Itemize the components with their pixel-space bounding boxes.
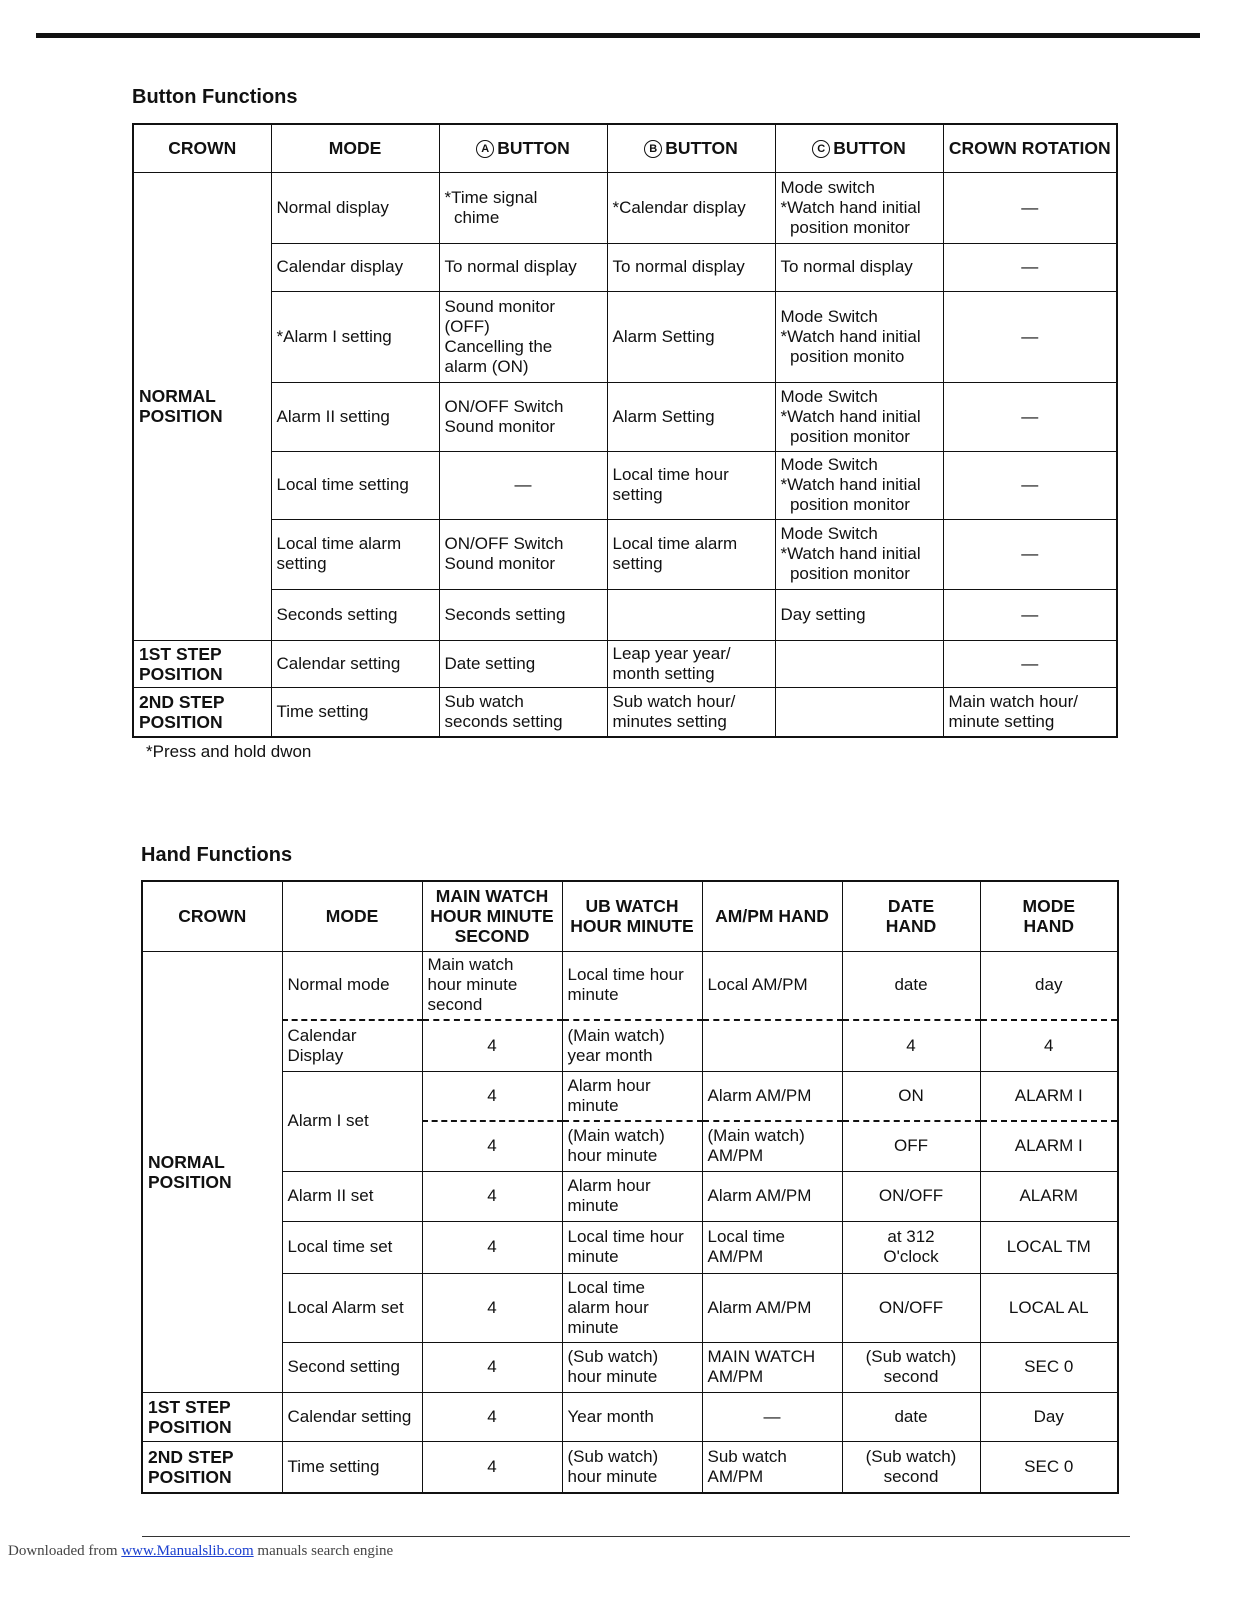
cell-a: — [439, 451, 607, 519]
cell-ampm: (Main watch) AM/PM [702, 1121, 842, 1171]
manualslib-link[interactable]: www.Manualslib.com [121, 1543, 254, 1559]
cell-main: 4 [422, 1441, 562, 1493]
header-crown: CROWN [133, 124, 271, 172]
cell-rotation: — [943, 589, 1117, 640]
cell-ampm: Alarm AM/PM [702, 1273, 842, 1342]
position-2nd-step: 2ND STEP POSITION [142, 1441, 282, 1493]
cell-main: 4 [422, 1273, 562, 1342]
cell-date: (Sub watch) second [842, 1342, 980, 1392]
header-date-hand: DATE HAND [842, 881, 980, 951]
cell-c: To normal display [775, 243, 943, 291]
cell-mode-hand: ALARM I [980, 1121, 1118, 1171]
position-1st-step: 1ST STEP POSITION [133, 640, 271, 687]
header-c-button [775, 124, 943, 172]
cell-mode: Second setting [282, 1342, 422, 1392]
cell-date: date [842, 951, 980, 1020]
header-c-label: BUTTON [833, 138, 906, 159]
cell-ampm: Sub watch AM/PM [702, 1441, 842, 1493]
cell-main: 4 [422, 1221, 562, 1273]
cell-mode: Seconds setting [271, 589, 439, 640]
table-row [142, 1392, 1118, 1441]
cell-b: *Calendar display [607, 172, 775, 243]
header-ampm-hand: AM/PM HAND [702, 881, 842, 951]
cell-mode: Calendar setting [282, 1392, 422, 1441]
cell-c: Day setting [775, 589, 943, 640]
cell-a: Sub watch seconds setting [439, 687, 607, 737]
cell-date: (Sub watch) second [842, 1441, 980, 1493]
cell-ampm: Alarm AM/PM [702, 1171, 842, 1221]
cell-mode-hand: ALARM I [980, 1071, 1118, 1121]
cell-a: To normal display [439, 243, 607, 291]
cell-mode: Local Alarm set [282, 1273, 422, 1342]
cell-mode-hand: SEC 0 [980, 1441, 1118, 1493]
hand-functions-title: Hand Functions [141, 844, 293, 866]
footer-suffix: manuals search engine [253, 1543, 394, 1559]
table-row [133, 451, 1117, 519]
c-circle-icon: C [812, 140, 830, 158]
cell-sub: Alarm hour minute [562, 1171, 702, 1221]
cell-mode: Alarm II set [282, 1171, 422, 1221]
cell-rotation: — [943, 243, 1117, 291]
header-mode: MODE [271, 124, 439, 172]
cell-main: 4 [422, 1020, 562, 1071]
cell-sub: (Main watch) hour minute [562, 1121, 702, 1171]
header-b-label: BUTTON [665, 138, 738, 159]
cell-a: ON/OFF Switch Sound monitor [439, 382, 607, 451]
cell-mode: *Alarm I setting [271, 291, 439, 382]
cell-sub: Year month [562, 1392, 702, 1441]
cell-mode: Normal mode [282, 951, 422, 1020]
button-functions-table [132, 123, 1118, 738]
cell-rotation: — [943, 291, 1117, 382]
cell-sub: (Main watch) year month [562, 1020, 702, 1071]
cell-mode: Alarm I set [282, 1071, 422, 1171]
cell-main: 4 [422, 1171, 562, 1221]
position-2nd-step: 2ND STEP POSITION [133, 687, 271, 737]
cell-c: Mode Switch *Watch hand initial position monitor [775, 451, 943, 519]
cell-a: Seconds setting [439, 589, 607, 640]
cell-main: 4 [422, 1342, 562, 1392]
cell-mode-hand: LOCAL TM [980, 1221, 1118, 1273]
cell-ampm: Alarm AM/PM [702, 1071, 842, 1121]
cell-b [607, 589, 775, 640]
cell-mode-hand: 4 [980, 1020, 1118, 1071]
cell-mode: Calendar Display [282, 1020, 422, 1071]
cell-a: Date setting [439, 640, 607, 687]
header-ub-watch: UB WATCH HOUR MINUTE [562, 881, 702, 951]
cell-c: Mode Switch *Watch hand initial position monitor [775, 382, 943, 451]
header-main-watch: MAIN WATCH HOUR MINUTE SECOND [422, 881, 562, 951]
table-row [142, 1342, 1118, 1392]
a-circle-icon: A [476, 140, 494, 158]
top-rule [36, 33, 1200, 38]
table-row [142, 1273, 1118, 1342]
cell-b: To normal display [607, 243, 775, 291]
table-row [142, 1071, 1118, 1121]
footnote: *Press and hold dwon [146, 742, 312, 761]
cell-mode: Alarm II setting [271, 382, 439, 451]
cell-date: date [842, 1392, 980, 1441]
cell-mode: Local time alarm setting [271, 519, 439, 589]
header-mode: MODE [282, 881, 422, 951]
cell-main: 4 [422, 1071, 562, 1121]
header-crown-rotation: CROWN ROTATION [943, 124, 1117, 172]
header-crown: CROWN [142, 881, 282, 951]
cell-sub: Local time hour minute [562, 1221, 702, 1273]
cell-sub: Alarm hour minute [562, 1071, 702, 1121]
cell-c [775, 687, 943, 737]
table-row [133, 291, 1117, 382]
cell-b: Alarm Setting [607, 291, 775, 382]
cell-mode: Normal display [271, 172, 439, 243]
b-circle-icon: B [644, 140, 662, 158]
position-1st-step: 1ST STEP POSITION [142, 1392, 282, 1441]
header-a-button [439, 124, 607, 172]
cell-main: 4 [422, 1121, 562, 1171]
cell-a: ON/OFF Switch Sound monitor [439, 519, 607, 589]
cell-c: Mode Switch *Watch hand initial position monito [775, 291, 943, 382]
table-row [133, 687, 1117, 737]
table-header-row [133, 124, 1117, 172]
table-row [133, 243, 1117, 291]
cell-main: 4 [422, 1392, 562, 1441]
header-mode-hand: MODE HAND [980, 881, 1118, 951]
table-row [133, 519, 1117, 589]
cell-rotation: — [943, 451, 1117, 519]
table-row [142, 1441, 1118, 1493]
cell-ampm: MAIN WATCH AM/PM [702, 1342, 842, 1392]
cell-c: Mode switch *Watch hand initial position monitor [775, 172, 943, 243]
cell-rotation: — [943, 519, 1117, 589]
cell-sub: (Sub watch) hour minute [562, 1342, 702, 1392]
position-normal: NORMAL POSITION [142, 951, 282, 1392]
cell-c: Mode Switch *Watch hand initial position monitor [775, 519, 943, 589]
cell-date: at 312 O'clock [842, 1221, 980, 1273]
cell-mode: Local time set [282, 1221, 422, 1273]
table-row [133, 640, 1117, 687]
cell-ampm: Local AM/PM [702, 951, 842, 1020]
cell-mode: Time setting [271, 687, 439, 737]
table-row [142, 1020, 1118, 1071]
table-row [142, 951, 1118, 1020]
cell-rotation: — [943, 640, 1117, 687]
table-row [133, 172, 1117, 243]
cell-mode: Time setting [282, 1441, 422, 1493]
cell-b: Alarm Setting [607, 382, 775, 451]
cell-ampm: Local time AM/PM [702, 1221, 842, 1273]
table-row [142, 1221, 1118, 1273]
table-row [133, 589, 1117, 640]
cell-date: ON [842, 1071, 980, 1121]
cell-mode-hand: ALARM [980, 1171, 1118, 1221]
button-functions-title: Button Functions [132, 86, 298, 108]
cell-sub: Local time hour minute [562, 951, 702, 1020]
header-b-button [607, 124, 775, 172]
cell-rotation: — [943, 172, 1117, 243]
cell-mode-hand: LOCAL AL [980, 1273, 1118, 1342]
cell-main: Main watch hour minute second [422, 951, 562, 1020]
cell-rotation: — [943, 382, 1117, 451]
cell-b: Local time alarm setting [607, 519, 775, 589]
cell-a: Sound monitor (OFF) Cancelling the alarm (ON) [439, 291, 607, 382]
cell-mode: Local time setting [271, 451, 439, 519]
cell-mode: Calendar display [271, 243, 439, 291]
bottom-rule [142, 1536, 1130, 1537]
cell-mode: Calendar setting [271, 640, 439, 687]
cell-mode-hand: day [980, 951, 1118, 1020]
cell-date: ON/OFF [842, 1171, 980, 1221]
download-footer [8, 1543, 393, 1560]
table-header-row [142, 881, 1118, 951]
footer-prefix: Downloaded from [8, 1543, 122, 1559]
cell-a: *Time signal chime [439, 172, 607, 243]
cell-mode-hand: Day [980, 1392, 1118, 1441]
table-row [133, 382, 1117, 451]
cell-c [775, 640, 943, 687]
cell-ampm [702, 1020, 842, 1071]
cell-b: Local time hour setting [607, 451, 775, 519]
cell-b: Sub watch hour/ minutes setting [607, 687, 775, 737]
cell-rotation: Main watch hour/ minute setting [943, 687, 1117, 737]
table-row [142, 1171, 1118, 1221]
cell-sub: Local time alarm hour minute [562, 1273, 702, 1342]
cell-date: 4 [842, 1020, 980, 1071]
cell-mode-hand: SEC 0 [980, 1342, 1118, 1392]
position-normal: NORMAL POSITION [133, 172, 271, 640]
hand-functions-table [141, 880, 1119, 1494]
cell-date: OFF [842, 1121, 980, 1171]
cell-date: ON/OFF [842, 1273, 980, 1342]
cell-ampm: — [702, 1392, 842, 1441]
cell-sub: (Sub watch) hour minute [562, 1441, 702, 1493]
cell-b: Leap year year/ month setting [607, 640, 775, 687]
header-a-label: BUTTON [497, 138, 570, 159]
